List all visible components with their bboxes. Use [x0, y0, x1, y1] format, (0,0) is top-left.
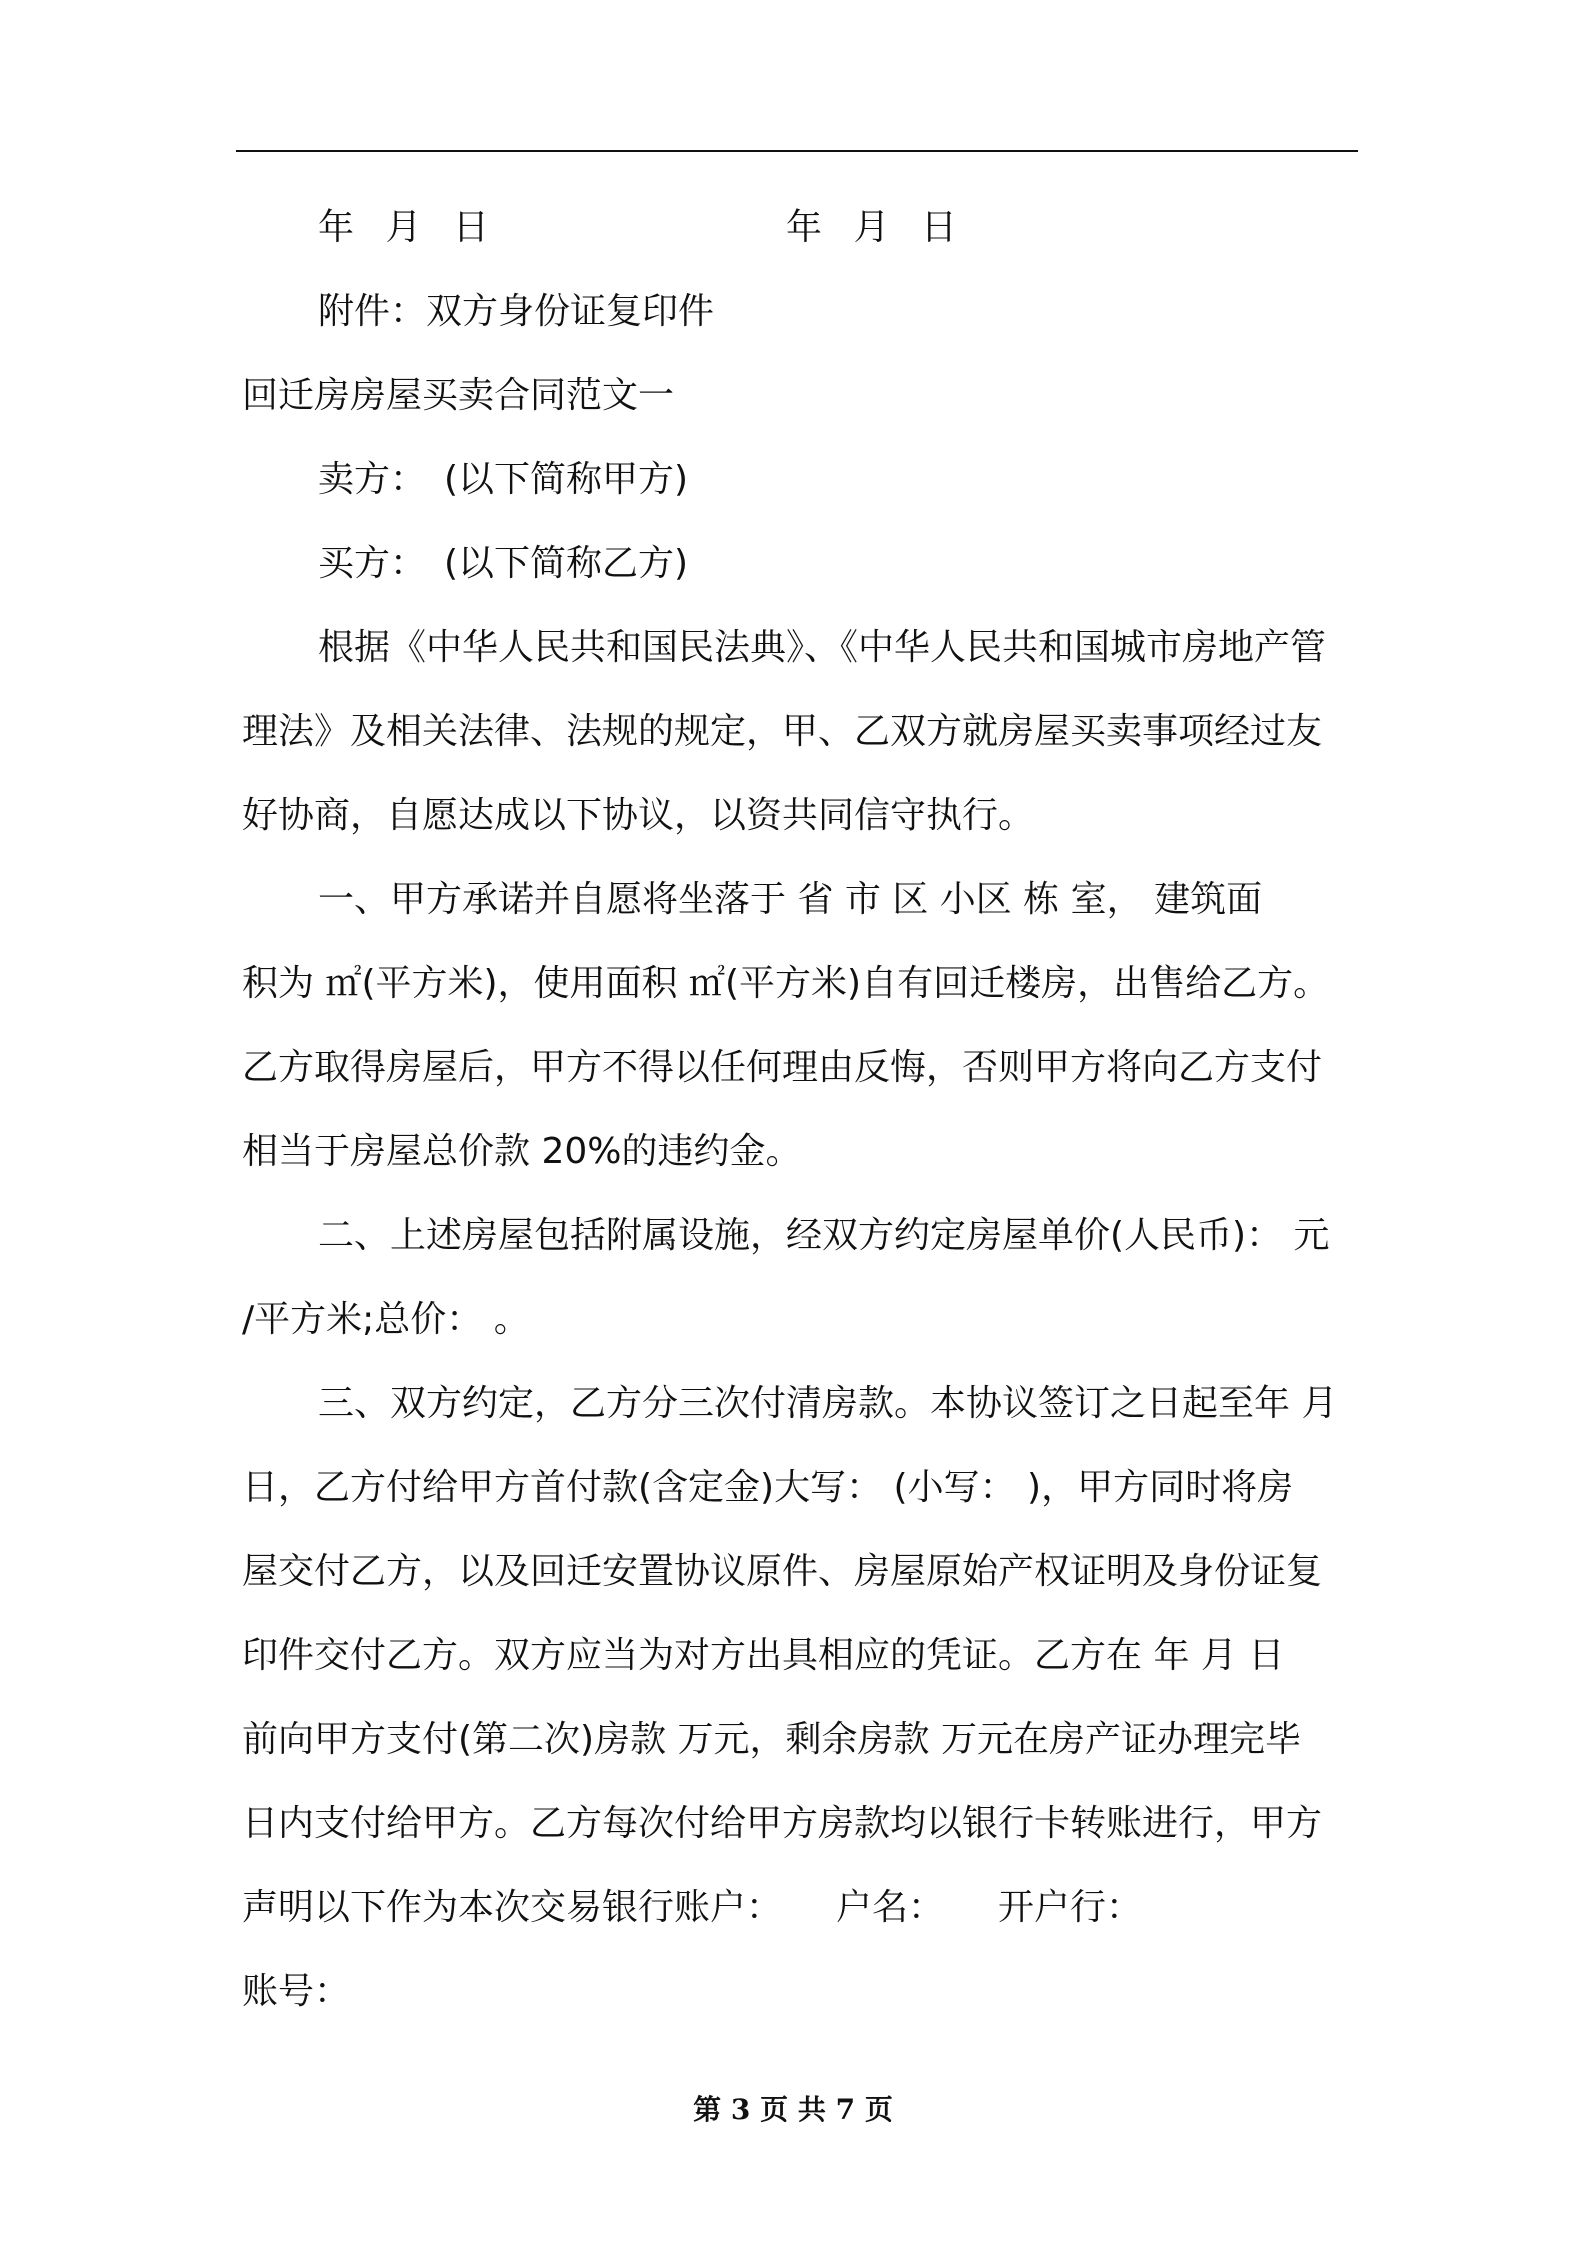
clause-3-line: 前向甲方支付(第二次)房款 万元，剩余房款 万元在房产证办理完毕 [242, 1719, 1301, 1760]
body-line: 好协商，自愿达成以下协议，以资共同信守执行。 [242, 795, 1035, 836]
bank-account-line: 声明以下作为本次交易银行账户： 户名： 开户行： [242, 1887, 1143, 1928]
header-rule [236, 150, 1358, 152]
clause-3-line: 三、双方约定，乙方分三次付清房款。本协议签订之日起至年 月 [318, 1383, 1338, 1424]
body-line: 根据《中华人民共和国民法典》、《中华人民共和国城市房地产管 [318, 627, 1327, 668]
signature-date-left: 年 月 日 [318, 207, 499, 248]
buyer-line: 买方： (以下简称乙方) [318, 543, 689, 584]
clause-3-line: 日内支付给甲方。乙方每次付给甲方房款均以银行卡转账进行，甲方 [242, 1803, 1323, 1844]
clause-3-line: 印件交付乙方。双方应当为对方出具相应的凭证。乙方在 年 月 日 [242, 1635, 1285, 1676]
attachment-note: 附件：双方身份证复印件 [318, 291, 715, 332]
signature-date-right: 年 月 日 [786, 207, 967, 248]
document-title: 回迁房房屋买卖合同范文一 [242, 375, 675, 416]
clause-3-line: 屋交付乙方，以及回迁安置协议原件、房屋原始产权证明及身份证复 [242, 1551, 1323, 1592]
account-number-line: 账号： [242, 1971, 351, 2012]
clause-1-line: 相当于房屋总价款 20%的违约金。 [242, 1131, 802, 1172]
page-footer: 第 3 页 共 7 页 [693, 2093, 893, 2126]
body-line: 理法》及相关法律、法规的规定，甲、乙双方就房屋买卖事项经过友 [242, 711, 1323, 752]
clause-1-line: 一、甲方承诺并自愿将坐落于 省 市 区 小区 栋 室， 建筑面 [318, 879, 1263, 920]
clause-3-line: 日，乙方付给甲方首付款(含定金)大写： (小写： )，甲方同时将房 [242, 1467, 1294, 1508]
clause-2-line: 二、上述房屋包括附属设施，经双方约定房屋单价(人民币)： 元 [318, 1215, 1330, 1256]
seller-line: 卖方： (以下简称甲方) [318, 459, 689, 500]
clause-2-line: /平方米;总价： 。 [242, 1299, 530, 1340]
clause-1-line: 积为 ㎡(平方米)，使用面积 ㎡(平方米)自有回迁楼房，出售给乙方。 [242, 963, 1330, 1004]
clause-1-line: 乙方取得房屋后，甲方不得以任何理由反悔，否则甲方将向乙方支付 [242, 1047, 1323, 1088]
